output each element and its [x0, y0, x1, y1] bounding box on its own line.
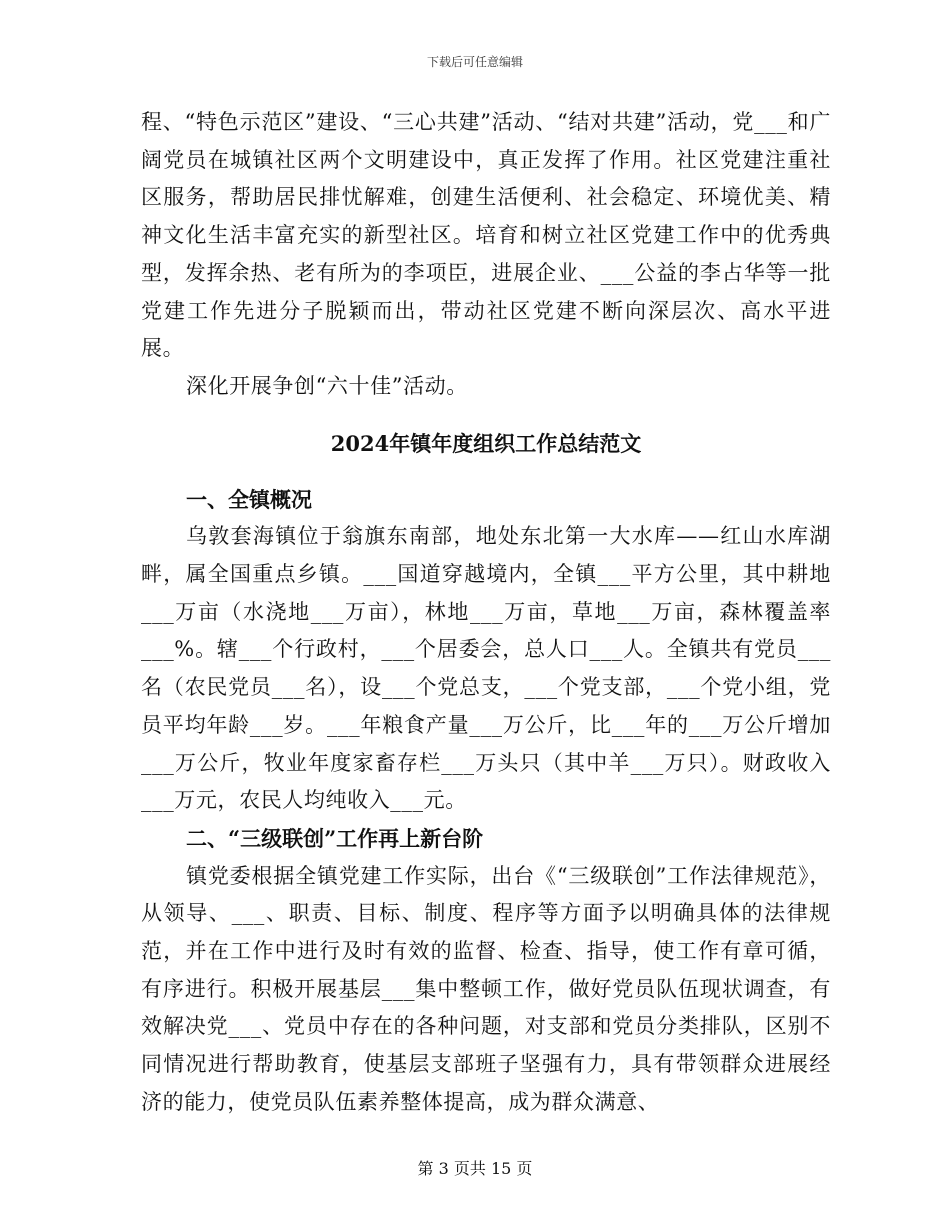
page-footer: 第 3 页共 15 页: [417, 1159, 533, 1178]
section-heading-three-level: 二、“三级联创”工作再上新台阶: [186, 825, 484, 851]
page-header: 下载后可任意编辑: [426, 55, 523, 69]
paragraph-three-level: 镇党委根据全镇党建工作实际，出台《“三级联创”工作法律规范》，从领导、___、职责、目标、制度、程序等方面予以明确具体的法律规范，并在工作中进行及时有效的监督、检查、指导，使工作有章可循，有序进行。积极开展基层___集中整顿工作，做好党员队伍现状调查，有效解决党___、党员中存在的各种问题，对支部和党员分类排队，区别不同情况进行帮助教育，使基层支部班子坚强有力，具有带领群众进展经济的能力，使党员队伍素养整体提高，成为群众满意、: [141, 863, 831, 1114]
paragraph-six-best: 深化开展争创“六十佳”活动。: [186, 373, 468, 398]
document-title: 2024年镇年度组织工作总结范文: [330, 430, 642, 456]
paragraph-continued: 程、“特色示范区”建设、“三心共建”活动、“结对共建”活动，党___和广阔党员在城镇社区两个文明建设中，真正发挥了作用。社区党建注重社区服务，帮助居民排忧解难，创建生活便利、社会稳定、环境优美、精神文化生活丰富充实的新型社区。培育和树立社区党建工作中的优秀典型，发挥余热、老有所为的李项臣，进展企业、___公益的李占华等一批党建工作先进分子脱颖而出，带动社区党建不断向深层次、高水平进展。: [141, 110, 831, 361]
document-body: [141, 104, 831, 1122]
section-heading-overview: 一、全镇概况: [186, 486, 312, 512]
paragraph-overview: 乌敦套海镇位于翁旗东南部，地处东北第一大水库——红山水库湖畔，属全国重点乡镇。___国道穿越境内，全镇___平方公里，其中耕地___万亩（水浇地___万亩），林地___万亩，草地___万亩，森林覆盖率___%。辖___个行政村，___个居委会，总人口___人。全镇共有党员___名（农民党员___名），设___个党总支，___个党支部，___个党小组，党员平均年龄___岁。___年粮食产量___万公斤，比___年的___万公斤增加___万公斤，牧业年度家畜存栏___万头只（其中羊___万只）。财政收入___万元，农民人均纯收入___元。: [141, 524, 831, 813]
